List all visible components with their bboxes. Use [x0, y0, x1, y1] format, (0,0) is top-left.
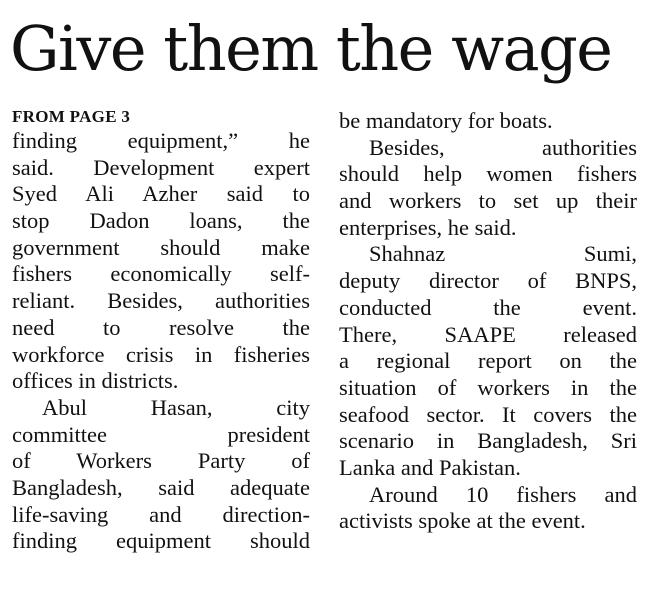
text-line: of Workers Party of: [12, 448, 310, 474]
text-line: There, SAAPE released: [339, 321, 637, 347]
text-line: said. Development expert: [12, 154, 310, 180]
text-line: finding equipment should: [12, 528, 310, 554]
text-line: a regional report on the: [339, 348, 637, 374]
text-line: fishers economically self-: [12, 261, 310, 287]
text-line: need to resolve the: [12, 314, 310, 340]
headline: Give them the wage: [10, 12, 612, 85]
text-line: reliant. Besides, authorities: [12, 288, 310, 314]
text-line: life-saving and direction-: [12, 501, 310, 527]
text-line: deputy director of BNPS,: [339, 268, 637, 294]
text-line: offices in districts.: [12, 368, 179, 394]
text-line: Shahnaz Sumi,: [369, 241, 637, 267]
text-line: Around 10 fishers and: [369, 481, 637, 507]
text-line: Abul Hasan, city: [42, 394, 310, 420]
text-line: finding equipment,” he: [12, 128, 310, 153]
left-text-column: [12, 128, 310, 555]
text-line: should help women fishers: [339, 161, 637, 187]
text-line: Bangladesh, said adequate: [12, 474, 310, 500]
text-line: conducted the event.: [339, 294, 637, 320]
right-text-column: [339, 108, 637, 535]
text-line: scenario in Bangladesh, Sri: [339, 428, 637, 454]
text-line: seafood sector. It covers the: [339, 401, 637, 427]
text-line: workforce crisis in fisheries: [12, 341, 310, 367]
text-line: Besides, authorities: [369, 134, 637, 160]
text-line: activists spoke at the event.: [339, 508, 586, 534]
text-line: Lanka and Pakistan.: [339, 454, 521, 480]
continuation-kicker: FROM PAGE 3: [12, 107, 131, 126]
text-line: be mandatory for boats.: [339, 108, 553, 133]
text-line: situation of workers in the: [339, 374, 637, 400]
text-line: enterprises, he said.: [339, 214, 517, 240]
text-line: and workers to set up their: [339, 188, 637, 214]
text-line: government should make: [12, 234, 310, 260]
text-line: committee president: [12, 421, 310, 447]
text-line: Syed Ali Azher said to: [12, 181, 310, 207]
text-line: stop Dadon loans, the: [12, 208, 310, 234]
